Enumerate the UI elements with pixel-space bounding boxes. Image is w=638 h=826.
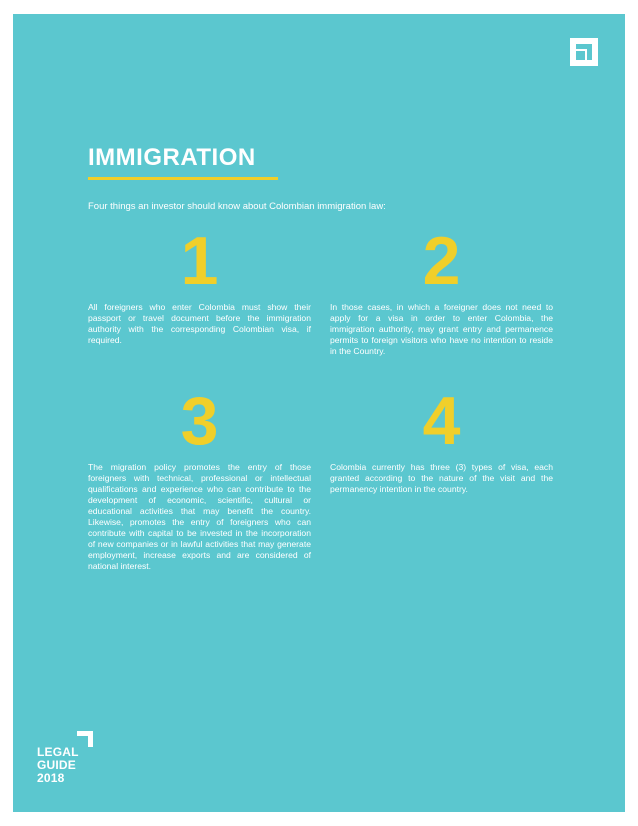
intro-text: Four things an investor should know about Colombian immigration law: [88, 201, 386, 212]
logo-line-guide: GUIDE [37, 758, 77, 772]
point-number: 4 [422, 383, 461, 459]
page-background [13, 14, 625, 812]
point-text: In those cases, in which a foreigner does not need to apply for a visa in order to enter Colombia, the immigration authority, may grant entry and permanence permits to foreign visitors who have no intention to reside in the Country. [330, 302, 553, 356]
point-number: 3 [180, 383, 219, 459]
legal-guide-logo [37, 731, 97, 793]
title-underline [88, 177, 278, 180]
point-text: Colombia currently has three (3) types of visa, each granted according to the nature of the visit and the permanency intention in the country. [330, 462, 553, 494]
point-item [88, 383, 311, 572]
logo-line-year: 2018 [37, 771, 65, 785]
corner-bracket-logo-icon [570, 38, 598, 66]
point-number: 2 [422, 223, 461, 299]
point-number: 1 [180, 223, 219, 299]
point-text: The migration policy promotes the entry of those foreigners with technical, professional or intellectual qualifications and experience who can contribute to the development of economic, scientific, cultural or educational activities that may benefit the country. Likewise, promotes the entry of foreigners who can contribute with capital to be invested in the incorporation of new companies or in lawful activities that may generate employment, increase exports and are considered of national interest. [88, 462, 311, 571]
logo-line-legal: LEGAL [37, 745, 79, 759]
corner-bracket-icon [77, 731, 93, 747]
point-text: All foreigners who enter Colombia must show their passport or travel document before the immigration authority with the corresponding Colombian visa, if required. [88, 302, 311, 345]
page-title: IMMIGRATION [88, 144, 256, 171]
point-item [330, 383, 553, 495]
point-item [330, 223, 553, 357]
point-item [88, 223, 311, 346]
